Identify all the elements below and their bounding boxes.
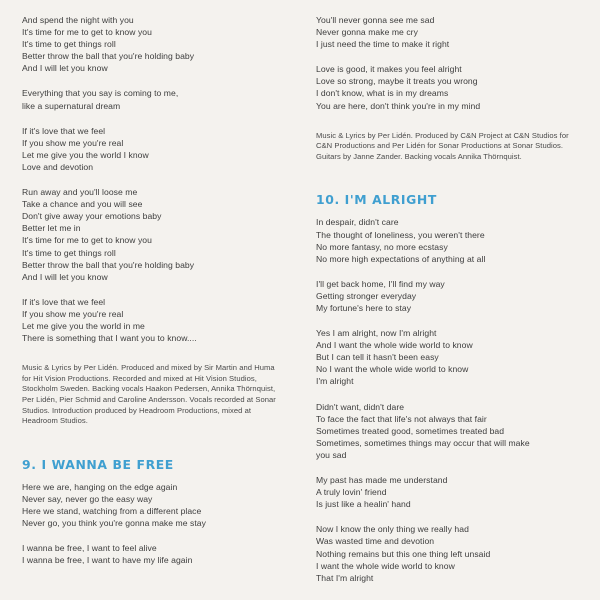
- lyrics-block: [316, 523, 588, 583]
- lyrics-line: I don't know, what is in my dreams: [316, 88, 449, 99]
- lyrics-block: [316, 14, 588, 50]
- lyrics-line: Now I know the only thing we really had: [316, 524, 469, 535]
- right-column: [316, 14, 588, 590]
- credits-block: [316, 131, 588, 163]
- lyrics-line: Getting stronger everyday: [316, 290, 417, 301]
- lyrics-line: No more fantasy, no more ecstasy: [316, 241, 448, 252]
- lyrics-block: [22, 87, 294, 111]
- lyrics-line: Better throw the ball that you're holding baby: [22, 51, 195, 62]
- lyrics-line: To face the fact that life's not always that fair: [316, 413, 487, 424]
- lyrics-line: I wanna be free, I want to have my life again: [22, 555, 193, 566]
- lyrics-block: [22, 186, 294, 283]
- lyrics-block: [316, 401, 588, 461]
- lyrics-line: You'll never gonna see me sad: [316, 15, 435, 25]
- lyrics-line: Let me give you the world I know: [22, 149, 149, 160]
- two-column-layout: [22, 14, 582, 590]
- credits-line: Studios. Introduction produced by Headroom Productions, mixed at: [22, 405, 252, 415]
- credits-block: [22, 363, 294, 427]
- credits-line: Headroom Studios.: [22, 416, 88, 426]
- lyrics-line: Take a chance and you will see: [22, 199, 143, 210]
- lyrics-line: Here we stand, watching from a different place: [22, 505, 202, 516]
- track-title-9: 9. I WANNA BE FREE: [22, 456, 174, 472]
- lyrics-line: My fortune's here to stay: [316, 303, 412, 313]
- lyrics-block: [316, 278, 588, 314]
- spacer: [316, 175, 588, 186]
- lyrics-line: And I want the whole wide world to know: [316, 340, 473, 351]
- credits-line: for Hit Vision Productions. Recorded and mixed at Hit Vision Studios,: [22, 373, 257, 383]
- lyrics-line: I want the whole wide world to know: [316, 560, 455, 571]
- lyrics-line: Never gonna make me cry: [316, 27, 418, 38]
- lyrics-line: It's time to get things roll: [22, 247, 116, 258]
- lyrics-line: Sometimes, sometimes things may occur that will make: [316, 437, 530, 448]
- lyrics-line: Everything that you say is coming to me,: [22, 88, 179, 99]
- lyrics-line: Yes I am alright, now I'm alright: [316, 328, 437, 339]
- lyrics-line: And I will let you know: [22, 271, 108, 282]
- credits-line: Guitars by Janne Zander. Backing vocals Annika Thörnquist.: [316, 151, 522, 161]
- lyrics-line: I just need the time to make it right: [316, 39, 450, 50]
- lyrics-line: Is just like a healin' hand: [316, 499, 411, 510]
- lyrics-line: But I can tell it hasn't been easy: [316, 352, 439, 363]
- lyrics-line: If you show me you're real: [22, 137, 124, 148]
- credits-line: Stockholm Sweden. Backing vocals Haakon Pedersen, Annika Thörnquist,: [22, 384, 276, 394]
- lyrics-line: I'll get back home, I'll find my way: [316, 278, 445, 289]
- lyrics-line: In despair, didn't care: [316, 217, 399, 228]
- lyrics-line: like a supernatural dream: [22, 100, 121, 111]
- lyrics-line: It's time to get things roll: [22, 39, 116, 50]
- lyrics-line: Here we are, hanging on the edge again: [22, 481, 178, 492]
- lyrics-line: If it's love that we feel: [22, 125, 106, 136]
- lyrics-line: My past has made me understand: [316, 475, 448, 486]
- lyrics-line: If it's love that we feel: [22, 296, 106, 307]
- lyrics-line: A truly lovin' friend: [316, 487, 387, 498]
- lyrics-line: I'm alright: [316, 376, 354, 387]
- lyrics-line: Never go, you think you're gonna make me stay: [22, 518, 206, 528]
- lyrics-block: [22, 481, 294, 529]
- lyrics-block: [22, 296, 294, 344]
- lyrics-line: You are here, don't think you're in my mind: [316, 100, 481, 111]
- lyrics-line: I wanna be free, I want to feel alive: [22, 543, 157, 554]
- credits-line: Per Lidén, Pier Schmid and Caroline Andersson. Vocals recorded at Sonar: [22, 394, 276, 404]
- lyrics-line: Let me give you the world in me: [22, 320, 145, 331]
- lyrics-line: There is something that I want you to know....: [22, 333, 197, 344]
- credits-line: C&N Productions and Per Lidén for Sonar Productions at Sonar Studios.: [316, 141, 564, 151]
- lyrics-line: Sometimes treated good, sometimes treated bad: [316, 425, 505, 436]
- lyrics-line: Don't give away your emotions baby: [22, 211, 162, 222]
- lyrics-block: [22, 542, 294, 566]
- lyrics-line: Didn't want, didn't dare: [316, 401, 405, 412]
- lyrics-line: It's time for me to get to know you: [22, 27, 152, 38]
- lyrics-block: [316, 474, 588, 510]
- lyrics-block: [316, 216, 588, 264]
- lyrics-line: And spend the night with you: [22, 15, 134, 25]
- lyrics-line: Better let me in: [22, 223, 81, 234]
- lyrics-line: Was wasted time and devotion: [316, 536, 435, 547]
- lyrics-line: Better throw the ball that you're holding baby: [22, 259, 195, 270]
- lyrics-line: Love is good, it makes you feel alright: [316, 64, 462, 75]
- lyrics-line: Never say, never go the easy way: [22, 493, 153, 504]
- lyrics-line: No I want the whole wide world to know: [316, 364, 469, 375]
- lyrics-block: [316, 63, 588, 111]
- spacer: [22, 440, 294, 451]
- lyrics-line: And I will let you know: [22, 63, 108, 74]
- lyrics-block: [316, 327, 588, 387]
- track-title-10: 10. I'M ALRIGHT: [316, 192, 437, 208]
- lyrics-line: That I'm alright: [316, 572, 374, 583]
- lyrics-line: Nothing remains but this one thing left unsaid: [316, 548, 491, 559]
- left-column: [22, 14, 294, 590]
- lyrics-line: you sad: [316, 449, 347, 460]
- lyrics-line: No more high expectations of anything at all: [316, 253, 486, 264]
- lyrics-block: [22, 125, 294, 173]
- credits-line: Music & Lyrics by Per Lidén. Produced and mixed by Sir Martin and Huma: [22, 363, 275, 373]
- lyrics-block: [22, 14, 294, 74]
- credits-line: Music & Lyrics by Per Lidén. Produced by C&N Project at C&N Studios for: [316, 130, 569, 140]
- lyrics-line: The thought of loneliness, you weren't there: [316, 229, 485, 240]
- lyrics-line: Run away and you'll loose me: [22, 187, 138, 198]
- lyrics-line: Love and devotion: [22, 161, 94, 172]
- lyrics-line: If you show me you're real: [22, 308, 124, 319]
- lyrics-line: Love so strong, maybe it treats you wrong: [316, 76, 478, 87]
- lyrics-line: It's time for me to get to know you: [22, 235, 152, 246]
